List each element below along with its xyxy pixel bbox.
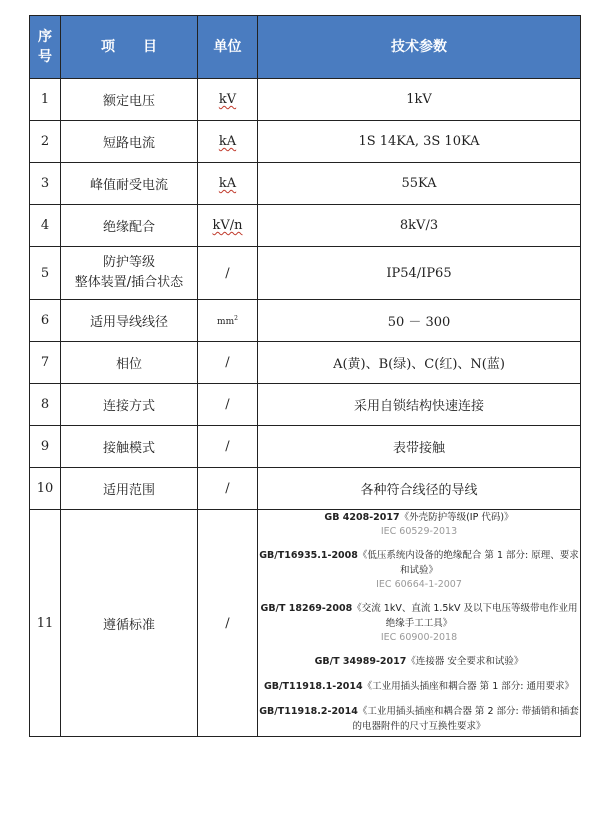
row-spec: 表带接触 — [258, 426, 581, 468]
header-item: 项 目 — [61, 16, 198, 79]
row-index: 4 — [30, 205, 61, 247]
row-item: 遵循标准 — [61, 510, 198, 737]
standard-title: 《连接器 安全要求和试验》 — [406, 656, 524, 667]
row-item: 额定电压 — [61, 79, 198, 121]
row-index: 8 — [30, 384, 61, 426]
row-unit: / — [198, 510, 258, 737]
row-index: 3 — [30, 163, 61, 205]
standard-entry — [258, 548, 580, 591]
table-row — [30, 510, 581, 737]
row-spec: 55KA — [258, 163, 581, 205]
header-row — [30, 16, 581, 79]
row-spec: IP54/IP65 — [258, 247, 581, 300]
standard-code: GB/T11918.1-2014 — [264, 681, 363, 692]
row-item: 接触模式 — [61, 426, 198, 468]
row-unit: kV/n — [198, 205, 258, 247]
row-index: 9 — [30, 426, 61, 468]
row-unit: kA — [198, 121, 258, 163]
table-row — [30, 79, 581, 121]
table-row — [30, 163, 581, 205]
table-row — [30, 426, 581, 468]
row-unit: kA — [198, 163, 258, 205]
row-index: 7 — [30, 342, 61, 384]
row-item-line2: 整体装置/插合状态 — [74, 275, 184, 290]
row-unit: / — [198, 247, 258, 300]
row-unit: / — [198, 468, 258, 510]
row-index: 10 — [30, 468, 61, 510]
row-spec: A(黄)、B(绿)、C(红)、N(蓝) — [258, 342, 581, 384]
standard-entry — [258, 601, 580, 644]
row-item: 适用范围 — [61, 468, 198, 510]
spec-table — [29, 15, 581, 737]
standard-title: 《交流 1kV、直流 1.5kV 及以下电压等级带电作业用绝缘手工工具》 — [352, 603, 578, 629]
standard-code: GB 4208-2017 — [324, 512, 400, 523]
row-unit: kV — [198, 79, 258, 121]
table-row — [30, 300, 581, 342]
row-item: 连接方式 — [61, 384, 198, 426]
row-spec: 采用自锁结构快速连接 — [258, 384, 581, 426]
header-spec: 技术参数 — [258, 16, 581, 79]
standard-code: GB/T11918.2-2014 — [259, 706, 358, 717]
row-spec: 各种符合线径的导线 — [258, 468, 581, 510]
row-index: 6 — [30, 300, 61, 342]
standard-iec: IEC 60900-2018 — [380, 632, 458, 643]
standard-title: 《外壳防护等级(IP 代码)》 — [399, 512, 514, 523]
standard-title: 《工业用插头插座和耦合器 第 2 部分: 带插销和插套的电器附件的尺寸互换性要求》 — [352, 706, 579, 732]
row-index: 5 — [30, 247, 61, 300]
row-unit: / — [198, 426, 258, 468]
standard-title: 《工业用插头插座和耦合器 第 1 部分: 通用要求》 — [362, 681, 574, 692]
table-row — [30, 247, 581, 300]
header-index: 序号 — [30, 16, 61, 79]
standard-code: GB/T 34989-2017 — [314, 656, 407, 667]
row-item: 相位 — [61, 342, 198, 384]
standard-code: GB/T 18269-2008 — [260, 603, 353, 614]
row-spec: 1S 14KA, 3S 10KA — [258, 121, 581, 163]
table-row — [30, 468, 581, 510]
row-item: 绝缘配合 — [61, 205, 198, 247]
standard-iec: IEC 60664-1-2007 — [376, 579, 462, 590]
standard-entry — [258, 704, 580, 734]
row-index: 1 — [30, 79, 61, 121]
standard-entry — [258, 654, 580, 669]
row-item: 峰值耐受电流 — [61, 163, 198, 205]
row-unit: / — [198, 342, 258, 384]
row-item: 短路电流 — [61, 121, 198, 163]
standard-code: GB/T16935.1-2008 — [259, 550, 358, 561]
table-row — [30, 121, 581, 163]
standard-title: 《低压系统内设备的绝缘配合 第 1 部分: 原理、要求和试验》 — [357, 550, 579, 576]
row-spec: 1kV — [258, 79, 581, 121]
standard-iec: IEC 60529-2013 — [380, 526, 458, 537]
row-spec: 50 － 300 — [258, 300, 581, 342]
table-row — [30, 205, 581, 247]
row-unit: $mm^2$ — [198, 300, 258, 342]
row-item — [61, 247, 198, 300]
table-row — [30, 342, 581, 384]
standards-list — [258, 510, 581, 737]
table-row — [30, 384, 581, 426]
row-item: 适用导线线径 — [61, 300, 198, 342]
row-spec: 8kV/3 — [258, 205, 581, 247]
unit-superscript: 2 — [234, 314, 238, 322]
standard-entry — [258, 510, 580, 538]
header-unit: 单位 — [198, 16, 258, 79]
row-item-line1: 防护等级 — [102, 255, 155, 270]
row-index: 2 — [30, 121, 61, 163]
row-index: 11 — [30, 510, 61, 737]
standard-entry — [258, 679, 580, 694]
row-unit: / — [198, 384, 258, 426]
